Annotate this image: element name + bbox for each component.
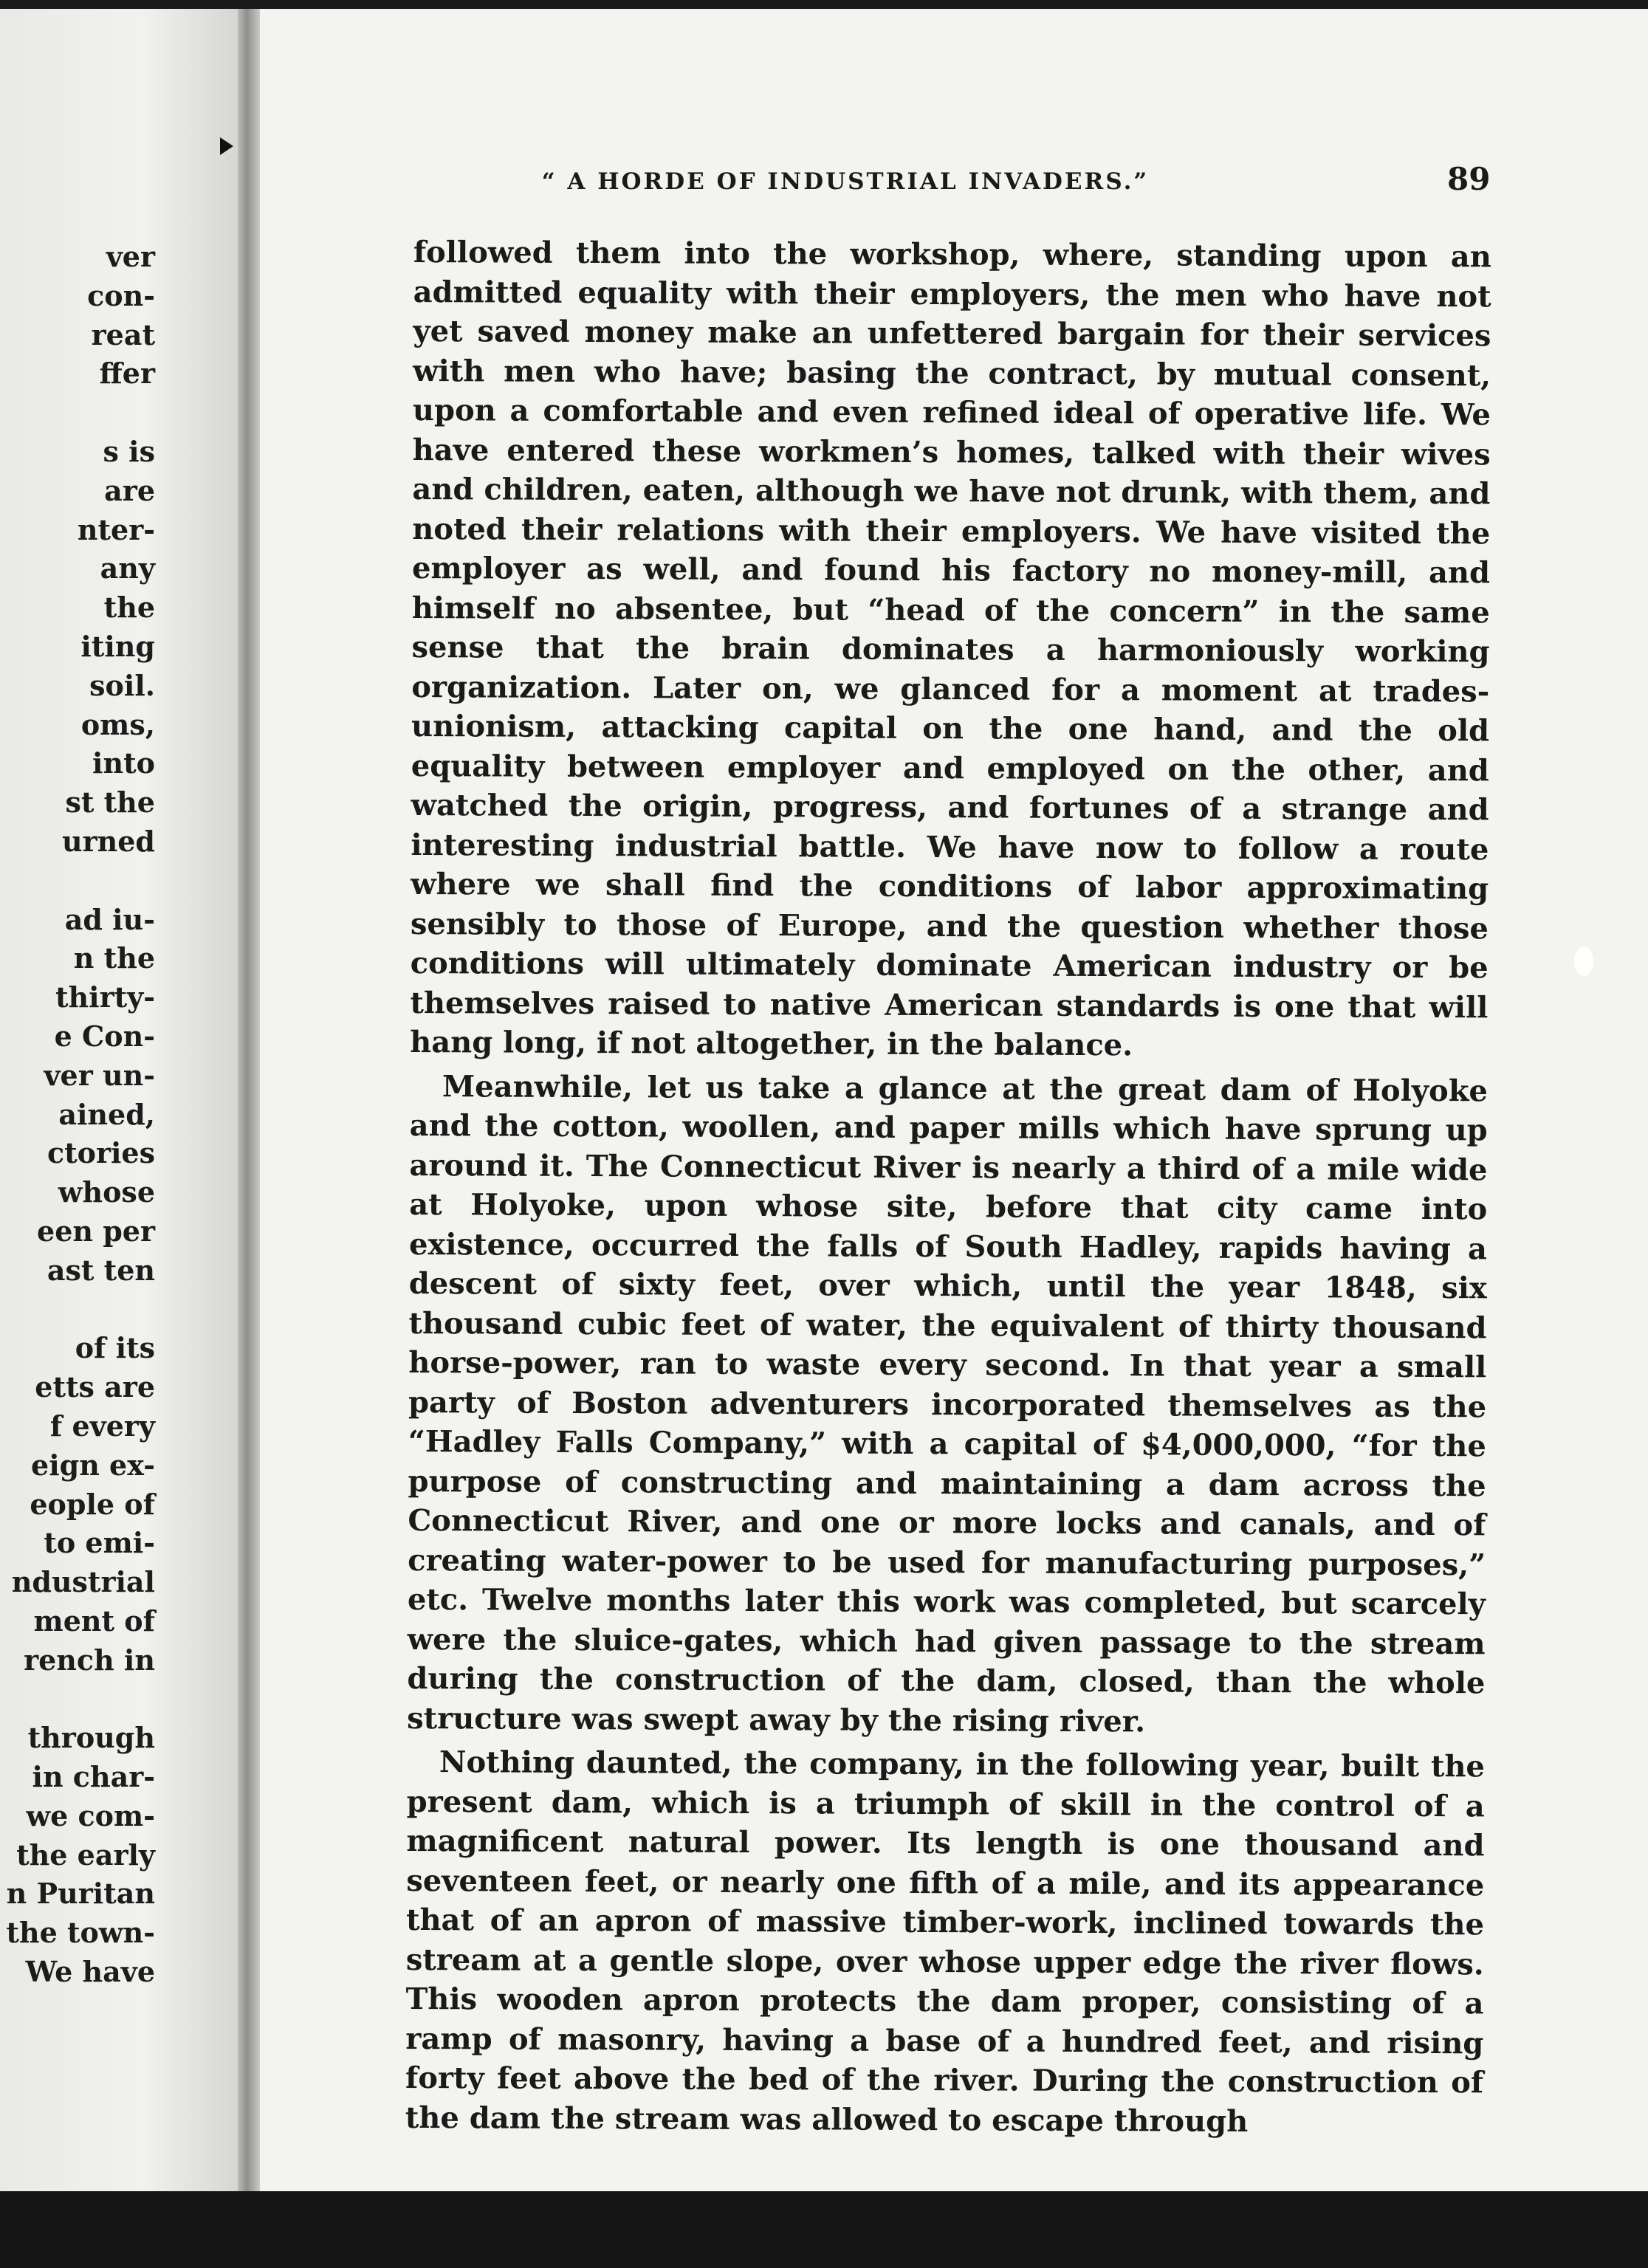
left-fragment-line: ffer [99, 357, 155, 391]
left-fragment-line: ast ten [47, 1253, 155, 1287]
left-page [0, 9, 238, 2191]
left-fragment-line: n Puritan [6, 1877, 155, 1911]
left-fragment-line: een per [37, 1214, 155, 1248]
running-head: “ A HORDE OF INDUSTRIAL INVADERS.” [541, 168, 1150, 195]
scan-bottom-border [0, 2191, 1648, 2268]
fragment-gap [0, 1291, 155, 1330]
left-fragment-line: s is [103, 434, 155, 468]
left-fragment-line: the [103, 591, 155, 625]
paragraph-present-dam: Nothing daunted, the company, in the following year, built the present dam, which is a triumph of skill in the control of a magnificent natural power. Its length is one thousand and seventeen feet, or nearly one fifth of a mile, and its appearance that of an apron of massive timber-work, inclined towards the stream at a gentle slope, over whose upper edge the river flows. This wooden apron protects the dam proper, consisting of a ramp of masonry, having a base of a hundred feet, and rising forty feet above the bed of the river. During the construction of the dam the stream was allowed to escape through [405, 1745, 1486, 2139]
left-fragment-line: eople of [30, 1487, 155, 1521]
left-fragment-line: ad iu- [64, 902, 155, 936]
body-text [405, 233, 1491, 2142]
left-fragment-line: any [100, 551, 155, 585]
left-fragment-line: nter- [77, 512, 155, 546]
left-fragment-line: ver [106, 240, 155, 273]
left-fragment-line: in char- [32, 1760, 155, 1794]
left-fragment-line: ained, [58, 1097, 155, 1131]
left-fragment-line: whose [58, 1175, 155, 1209]
left-fragment-line: ver un- [44, 1058, 155, 1092]
fragment-gap [0, 394, 155, 433]
paragraph-holyoke-dam: Meanwhile, let us take a glance at the great dam of Holyoke and the cotton, woollen, and paper mills which have sprung up around it. The Connecticut River is nearly a third of a mile wide at Holyoke, upon whose site, before that city came into existence, occurred the falls of South Hadley, rapids having a descent of sixty feet, over which, until the year 1848, six thousand cubic feet of water, the equivalent of thirty thousand horse-power, ran to waste every second. In that year a small party of Boston adventurers incorporated themselves as the “Hadley Falls Company,” with a capital of $4,000,000, “for the purpose of constructing and maintaining a dam across the Connecticut River, and one or more locks and canals, and of creating water-power to be used for manufacturing purposes,” etc. Twelve months later this work was completed, but scarcely were the sluice-gates, which had given passage to the stream during the construction of the dam, closed, than the whole structure was swept away by the rising river. [407, 1068, 1489, 1739]
left-fragment-line: ndustrial [11, 1565, 155, 1599]
left-fragment-line: We have [25, 1955, 155, 1989]
scan-top-border [0, 0, 1648, 9]
left-fragment-line: n the [73, 941, 155, 975]
left-fragment-line: ment of [33, 1604, 155, 1638]
left-fragment-line: etts are [35, 1370, 155, 1404]
left-fragment-line: con- [87, 278, 155, 312]
paper-speck [1574, 946, 1593, 976]
left-fragment-line: e Con- [54, 1019, 155, 1053]
paragraph-continued: followed them into the workshop, where, standing upon an admitted equality with their employers, the men who have not yet saved money make an unfettered bargain for their services with men who have; basing the contract, by mutual consent, upon a comfortable and even refined ideal of operative life. We have entered these workmen’s homes, talked with their wives and children, eaten, although we have not drunk, with them, and noted their relations with their employers. We have visited the employer as well, and found his factory no money-mill, and himself no absentee, but “head of the concern” in the same sense that the brain dominates a harmoniously working organization. Later on, we glanced for a moment at trades-unionism, attacking capital on the one hand, and the old equality between employer and employed on the other, and watched the origin, progress, and fortunes of a strange and interesting industrial battle. We have now to follow a route where we shall find the conditions of labor approximating sensibly to those of Europe, and the question whether those conditions will ultimately dominate American industry or be themselves raised to native American standards is one that will hang long, if not altogether, in the balance. [410, 234, 1491, 1063]
left-fragment-line: iting [80, 629, 155, 663]
left-fragment-line: urned [61, 824, 155, 858]
left-fragment-line: eign ex- [31, 1448, 155, 1482]
left-fragment-line: reat [91, 317, 155, 351]
left-fragment-line: f every [49, 1409, 155, 1443]
left-fragment-line: thirty- [55, 980, 155, 1014]
fragment-gap [0, 862, 155, 901]
left-fragment-line: oms, [80, 707, 155, 741]
gutter-marker-icon [220, 137, 233, 155]
left-fragment-line: we com- [26, 1798, 155, 1832]
left-fragment-line: the early [16, 1838, 155, 1872]
fragment-gap [0, 1680, 155, 1719]
page-number: 89 [1447, 161, 1491, 197]
left-fragment-line: the town- [6, 1916, 155, 1950]
left-fragment-line: are [104, 473, 155, 507]
left-fragment-line: of its [75, 1331, 155, 1365]
left-fragment-line: through [27, 1721, 155, 1755]
left-fragment-line: ctories [47, 1136, 155, 1170]
left-fragment-line: st the [65, 786, 155, 819]
book-gutter [238, 9, 260, 2191]
left-fragment-line: rench in [24, 1643, 155, 1677]
left-fragment-line: to emi- [44, 1526, 155, 1560]
left-page-text-fragments [0, 238, 155, 1992]
left-fragment-line: soil. [89, 668, 155, 702]
left-fragment-line: into [92, 746, 155, 780]
